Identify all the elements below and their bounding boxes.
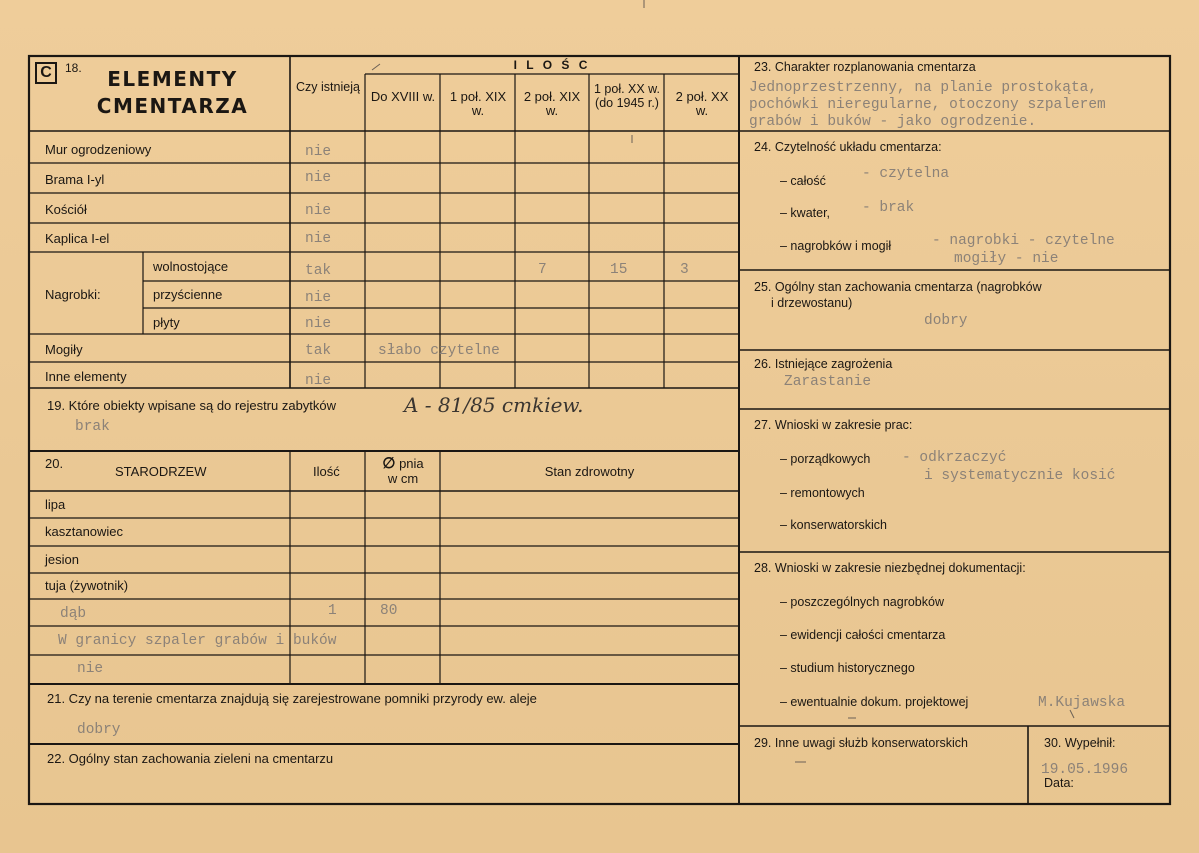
- row-label-mur: Mur ogrodzeniowy: [45, 142, 152, 157]
- row-label-plyty: płyty: [153, 315, 180, 330]
- s18-title-line2: CMENTARZA: [96, 94, 249, 118]
- diameter-symbol: ∅: [382, 455, 396, 472]
- s19-label: 19. Które obiekty wpisane są do rejestru zabytków: [47, 398, 337, 413]
- s23-line-3: grabów i buków - jako ogrodzenie.: [749, 114, 1037, 130]
- s27-porzadkowych-value-2: i systematycznie kosić: [924, 468, 1116, 484]
- s20-col-diameter-line1: pnia: [399, 456, 424, 471]
- row-exists-brama: nie: [305, 170, 332, 186]
- row-exists-mogily: tak: [305, 343, 332, 359]
- tree-lipa: lipa: [45, 497, 66, 512]
- s21-label: 21. Czy na terenie cmentarza znajdują się zarejestrowane pomniki przyrody ew. aleje: [47, 691, 537, 706]
- s28-item-2: – ewidencji całości cmentarza: [780, 628, 946, 642]
- col-header-period-2: 1 poł. XIX w.: [449, 89, 507, 118]
- row-label-brama: Brama I-yl: [45, 172, 105, 187]
- row-exists-przyscienne: nie: [305, 290, 332, 306]
- col-header-period-5: 2 poł. XX w.: [675, 89, 729, 118]
- s30-date-value: 19.05.1996: [1041, 762, 1129, 778]
- tree-jesion: jesion: [45, 552, 79, 567]
- row-mogily-note: słabo czytelne: [378, 343, 500, 359]
- s22-label: 22. Ogólny stan zachowania zieleni na cmentarzu: [47, 751, 334, 766]
- s20-title: STARODRZEW: [115, 464, 207, 479]
- s30-label: 30. Wypełnił:: [1044, 736, 1116, 750]
- row-wolnostojace-period-5: 3: [680, 262, 689, 278]
- s28-item-1: – poszczególnych nagrobków: [780, 595, 944, 609]
- row-label-nagrobki: Nagrobki:: [45, 287, 101, 302]
- s26-value: Zarastanie: [784, 374, 872, 390]
- row-exists-wolnostojace: tak: [305, 263, 332, 279]
- row-label-przyscienne: przyścienne: [153, 287, 223, 302]
- col-header-ilosc: I L O Ś C: [513, 58, 591, 72]
- col-header-period-4: 1 poł. XX w. (do 1945 r.): [593, 82, 660, 110]
- s19-handwritten-register: A - 81/85 cmkiew.: [404, 393, 584, 417]
- s24-nagrobkow-value-1: - nagrobki - czytelne: [932, 233, 1115, 249]
- s25-label-line1: 25. Ogólny stan zachowania cmentarza (nagrobków: [754, 280, 1042, 294]
- s20-col-diameter-line2: w cm: [387, 471, 419, 486]
- row-exists-kosciol: nie: [305, 203, 332, 219]
- s27-porzadkowych: – porządkowych: [780, 452, 871, 466]
- s24-nagrobkow-value-2: mogiły - nie: [954, 251, 1059, 267]
- s23-label: 23. Charakter rozplanowania cmentarza: [754, 60, 976, 74]
- row-exists-kaplica: nie: [305, 231, 332, 247]
- tree-dab: dąb: [60, 606, 87, 622]
- s24-calosc-value: - czytelna: [862, 166, 950, 182]
- s20-col-qty: Ilość: [313, 464, 340, 479]
- row-wolnostojace-period-4: 15: [610, 262, 628, 278]
- col-header-period-3: 2 poł. XIX w.: [523, 89, 581, 118]
- s23-line-1: Jednoprzestrzenny, na planie prostokąta,: [749, 80, 1098, 96]
- row-exists-plyty: nie: [305, 316, 332, 332]
- tree-tuja: tuja (żywotnik): [45, 578, 129, 593]
- s28-item-3: – studium historycznego: [780, 661, 915, 675]
- s20-note2: nie: [77, 661, 104, 677]
- s24-kwater-value: - brak: [862, 200, 915, 216]
- s18-title-line1: ELEMENTY: [107, 67, 238, 91]
- col-header-period-1: Do XVIII w.: [370, 89, 436, 104]
- s28-item-4: – ewentualnie dokum. projektowej: [780, 695, 969, 709]
- s18-number: 18.: [65, 61, 82, 75]
- tree-dab-diameter: 80: [380, 603, 398, 619]
- s21-value: dobry: [77, 722, 121, 738]
- s26-label: 26. Istniejące zagrożenia: [754, 357, 893, 371]
- s24-kwater: – kwater,: [780, 206, 831, 220]
- s23-line-2: pochówki nieregularne, otoczony szpalerem: [749, 97, 1106, 113]
- s29-label: 29. Inne uwagi służb konserwatorskich: [754, 736, 969, 750]
- s28-label: 28. Wnioski w zakresie niezbędnej dokumentacji:: [754, 561, 1026, 575]
- s20-col-health: Stan zdrowotny: [544, 464, 635, 479]
- s27-konserwatorskich: – konserwatorskich: [780, 518, 887, 532]
- tree-kasztanowiec: kasztanowiec: [45, 524, 124, 539]
- col-header-exists: Czy istnieją: [296, 80, 360, 94]
- s19-value: brak: [75, 419, 110, 435]
- s27-label: 27. Wnioski w zakresie prac:: [754, 418, 913, 432]
- row-label-mogily: Mogiły: [45, 342, 83, 357]
- row-exists-mur: nie: [305, 144, 332, 160]
- section-letter-box: C: [35, 62, 57, 84]
- s24-nagrobkow: – nagrobków i mogił: [780, 239, 892, 253]
- s27-remontowych: – remontowych: [780, 486, 865, 500]
- row-label-kosciol: Kościół: [45, 202, 87, 217]
- s27-porzadkowych-value-1: - odkrzaczyć: [902, 450, 1007, 466]
- s24-label: 24. Czytelność układu cmentarza:: [754, 140, 942, 154]
- s20-number: 20.: [45, 456, 64, 471]
- row-wolnostojace-period-3: 7: [538, 262, 547, 278]
- row-label-wolnostojace: wolnostojące: [153, 259, 229, 274]
- tree-dab-qty: 1: [328, 603, 337, 619]
- row-exists-inne: nie: [305, 373, 332, 389]
- s25-value: dobry: [924, 313, 968, 329]
- row-label-kaplica: Kaplica I-el: [45, 231, 110, 246]
- row-label-inne: Inne elementy: [45, 369, 127, 384]
- s25-label-line2: i drzewostanu): [771, 296, 853, 310]
- s28-signature: M.Kujawska: [1038, 695, 1126, 711]
- s20-col-diameter: [370, 456, 436, 486]
- s20-note: W granicy szpaler grabów i buków: [58, 633, 337, 649]
- s30-date-label: Data:: [1044, 776, 1074, 790]
- s24-calosc: – całość: [780, 174, 826, 188]
